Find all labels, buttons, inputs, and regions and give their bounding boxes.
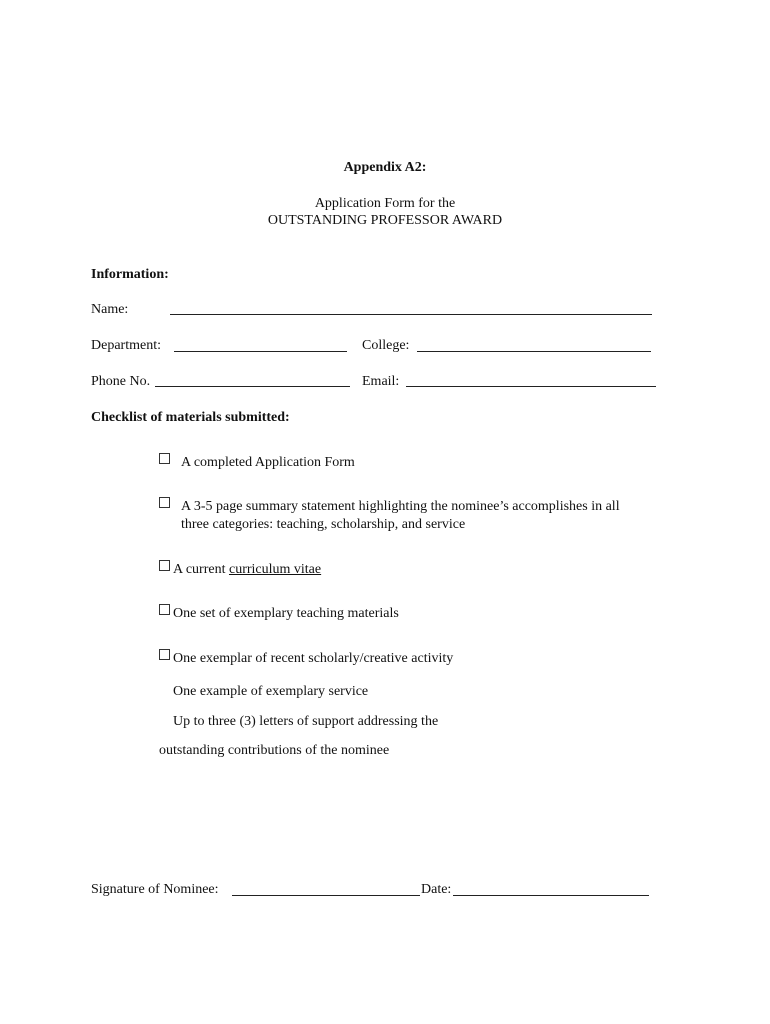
checkbox-curriculum-vitae[interactable] [159, 560, 170, 571]
email-label: Email: [362, 374, 400, 389]
form-title-line1: Application Form for the [314, 196, 456, 211]
item-curriculum-vitae-prefix: A current [173, 562, 229, 577]
checkbox-application-form[interactable] [159, 453, 170, 464]
curriculum-vitae-link[interactable]: curriculum vitae [228, 562, 322, 577]
checkbox-teaching-materials[interactable] [159, 604, 170, 615]
signature-label: Signature of Nominee: [91, 882, 219, 897]
item-scholarly-activity: One exemplar of recent scholarly/creative activity [173, 651, 454, 666]
checkbox-summary-statement[interactable] [159, 497, 170, 508]
form-title-line2: OUTSTANDING PROFESSOR AWARD [267, 213, 503, 228]
department-field[interactable] [174, 351, 347, 352]
checkbox-scholarly-activity[interactable] [159, 649, 170, 660]
phone-label: Phone No. [91, 374, 151, 389]
college-field[interactable] [417, 351, 651, 352]
checklist-heading: Checklist of materials submitted: [91, 410, 290, 425]
item-teaching-materials: One set of exemplary teaching materials [173, 606, 399, 621]
information-heading: Information: [91, 267, 169, 282]
item-application-form: A completed Application Form [181, 455, 355, 470]
name-field[interactable] [170, 314, 652, 315]
item-curriculum-vitae [173, 561, 321, 578]
email-field[interactable] [406, 386, 656, 387]
item-letters-line1: Up to three (3) letters of support addressing the [173, 714, 439, 729]
item-letters-line2: outstanding contributions of the nominee [159, 743, 390, 758]
appendix-label: Appendix A2: [343, 160, 427, 175]
signature-field[interactable] [232, 895, 420, 896]
date-label: Date: [421, 882, 452, 897]
item-summary-statement-line1: A 3-5 page summary statement highlighting the nominee’s accomplishes in all [181, 499, 620, 514]
name-label: Name: [91, 302, 129, 317]
item-summary-statement-line2: three categories: teaching, scholarship, and service [181, 517, 466, 532]
date-field[interactable] [453, 895, 649, 896]
college-label: College: [362, 338, 410, 353]
department-label: Department: [91, 338, 161, 353]
phone-field[interactable] [155, 386, 350, 387]
item-exemplary-service: One example of exemplary service [173, 684, 369, 699]
